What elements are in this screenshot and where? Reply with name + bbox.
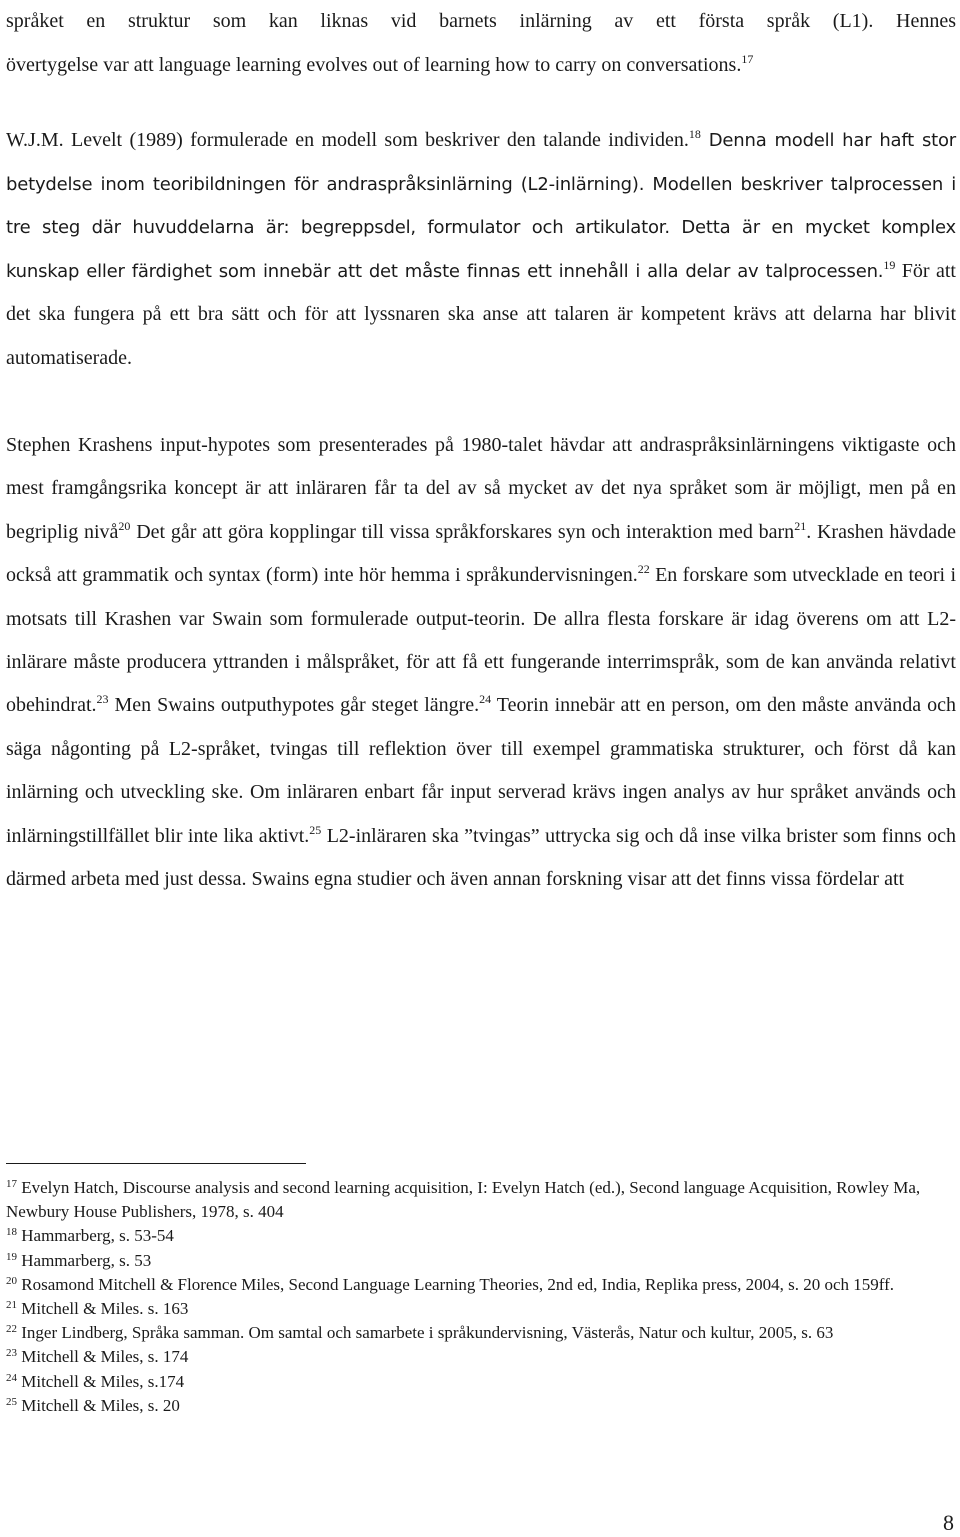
footnote-text: Mitchell & Miles. s. 163 <box>17 1299 189 1319</box>
paragraph-text: L2-inläraren ska ”tvingas” uttrycka sig och då inse vilka brister som finns och därmed arbeta med just dessa. Swains egna studier och även annan forskning visar att det finns vissa fördelar att <box>6 824 956 891</box>
footnote-text: Inger Lindberg, Språka samman. Om samtal och samarbete i språkundervisning, Västerås, Natur och kultur, 2005, s. 63 <box>17 1323 834 1343</box>
paragraph-line: språket en struktur som kan liknas vid barnets inlärning av ett första språk (L1). Hennes <box>6 10 956 32</box>
footnote-number: 19 <box>6 1250 17 1263</box>
footnote-ref[interactable]: 19 <box>883 257 896 272</box>
paragraph-levelt <box>6 119 956 381</box>
footnote-19 <box>6 1249 936 1273</box>
footnote-ref[interactable]: 17 <box>741 51 754 66</box>
footnote-17 <box>6 1176 936 1224</box>
footnote-text: Hammarberg, s. 53-54 <box>17 1226 174 1246</box>
footnote-24 <box>6 1370 936 1394</box>
footnote-text: Mitchell & Miles, s. 20 <box>17 1395 180 1415</box>
paragraph-text: Teorin innebär att en person, om den måste använda och säga någonting på L2-språket, tvingas till reflektion över till exempel grammatiska strukturer, och först då kan inlärning och utveckling ske. Om inläraren enbart får input serverad krävs ingen analys av hur språket används och inlärningstillfället blir inte lika aktivt. <box>6 694 956 847</box>
footnote-ref[interactable]: 21 <box>794 518 807 533</box>
footnote-text: Mitchell & Miles, s. 174 <box>17 1347 189 1367</box>
paragraph-text: Denna modell har haft stor betydelse inom teoribildningen för andraspråksinlärning (L2-inlärning). Modellen beskriver talprocessen i tre steg där huvuddelarna är: begreppsdel, formulator och artikulator. Detta är en mycket komplex kunskap eller färdighet som innebär att det måste finnas ett innehåll i alla delar av talprocessen. <box>6 130 956 282</box>
paragraph-text: Det går att göra kopplingar till vissa språkforskares syn och interaktion med barn <box>130 520 795 543</box>
footnote-ref[interactable]: 22 <box>637 562 650 577</box>
footnote-text: Rosamond Mitchell & Florence Miles, Second Language Learning Theories, 2nd ed, India, Replika press, 2004, s. 20 och 159ff. <box>17 1274 895 1294</box>
footnote-ref[interactable]: 25 <box>309 822 322 837</box>
footnote-number: 24 <box>6 1371 17 1384</box>
footnote-ref[interactable]: 24 <box>479 692 492 707</box>
footnote-ref[interactable]: 20 <box>118 518 131 533</box>
footnote-22 <box>6 1321 936 1345</box>
paragraph-intro-continuation <box>6 0 956 87</box>
footnote-number: 22 <box>6 1323 17 1336</box>
footnote-21 <box>6 1297 936 1321</box>
paragraph-text: Stephen Krashens input-hypotes som presenterades på 1980-talet hävdar att andraspråksinlärningens viktigaste och mest framgångsrika koncept är att inläraren får ta del av så mycket av det nya språket som är möjligt, men på en begriplig nivå <box>6 434 956 543</box>
footnote-number: 25 <box>6 1395 17 1408</box>
footnote-text: Evelyn Hatch, Discourse analysis and second learning acquisition, I: Evelyn Hatch (ed.), Second language Acquisition, Rowley Ma, Newbury House Publishers, 1978, s. 404 <box>6 1178 921 1222</box>
paragraph-line: övertygelse var att language learning evolves out of learning how to carry on conversations. <box>6 53 742 76</box>
footnote-text: Hammarberg, s. 53 <box>17 1250 152 1270</box>
footnote-number: 18 <box>6 1226 17 1239</box>
footnote-number: 17 <box>6 1178 17 1190</box>
footnote-text: Mitchell & Miles, s.174 <box>17 1371 185 1391</box>
footnote-separator <box>6 1163 306 1164</box>
footnotes <box>6 1176 936 1418</box>
footnote-number: 23 <box>6 1347 17 1360</box>
paragraph-text: För att det ska fungera på ett bra sätt och för att lyssnaren ska anse att talaren är kompetent krävs att delarna har blivit automatiserade. <box>6 259 956 369</box>
footnote-20 <box>6 1273 936 1297</box>
footnote-23 <box>6 1345 936 1369</box>
paragraph-text: . Krashen hävdade också att grammatik och syntax (form) inte hör hemma i språkundervisningen. <box>6 520 957 587</box>
footnote-number: 20 <box>6 1274 17 1287</box>
footnote-18 <box>6 1224 936 1248</box>
footnote-25 <box>6 1394 936 1418</box>
paragraph-text: En forskare som utvecklade en teori i motsats till Krashen var Swain som formulerade output-teorin. De allra flesta forskare är idag överens om att L2-inlärare måste producera yttranden i målspråket, för att få ett fungerande interrimspråk, som de kan använda relativt obehindrat. <box>6 564 957 717</box>
footnote-ref[interactable]: 18 <box>688 127 701 141</box>
paragraph-krashen <box>6 424 956 901</box>
page-number: 8 <box>943 1510 954 1535</box>
paragraph-text: Men Swains outputhypotes går steget längre. <box>108 694 480 717</box>
footnote-number: 21 <box>6 1299 17 1312</box>
footnote-ref[interactable]: 23 <box>96 692 109 707</box>
paragraph-text: W.J.M. Levelt (1989) formulerade en modell som beskriver den talande individen. <box>6 129 689 151</box>
